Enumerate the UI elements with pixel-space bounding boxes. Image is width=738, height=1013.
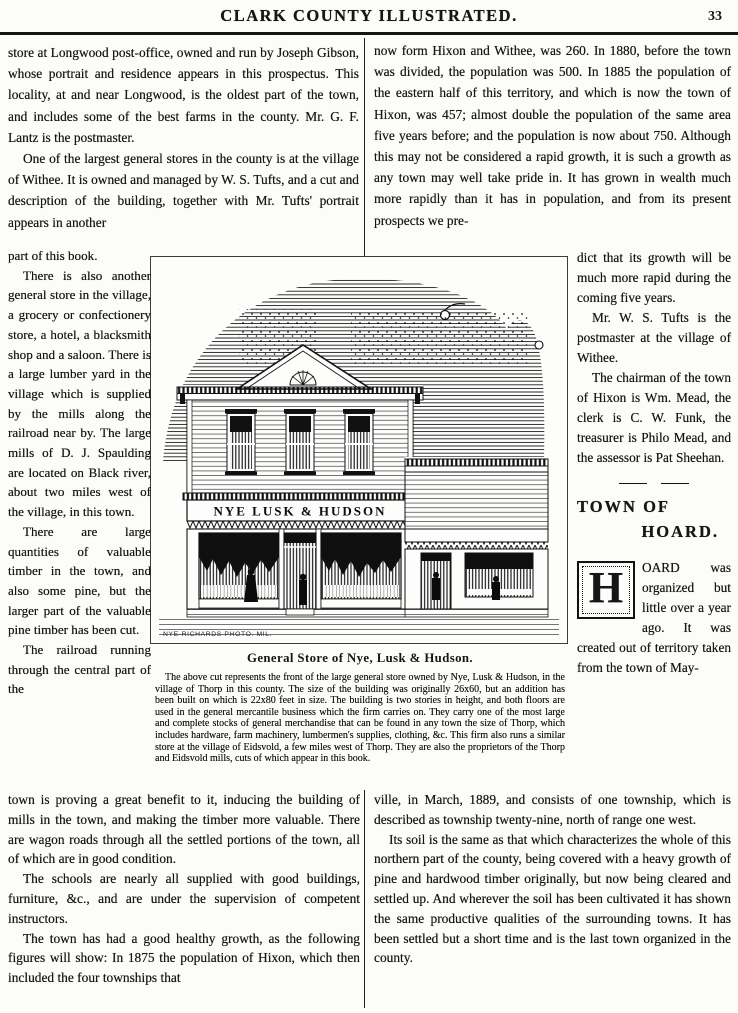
figure-caption: General Store of Nye, Lusk & Hudson. — [246, 651, 474, 665]
left-column-narrow-block — [8, 246, 151, 699]
engraving-sign-text: NYE LUSK & HUDSON — [213, 503, 387, 519]
section-divider-dashes — [619, 483, 689, 485]
upper-window — [225, 409, 257, 475]
paragraph: The chairman of the town of Hixon is Wm. Mead, the clerk is C. W. Funk, the treasurer is Philo Mead, and the assessor is Pat Sheehan. — [577, 370, 731, 465]
paragraph: store at Longwood post-office, owned and run by Joseph Gibson, whose portrait and residence appears in this prospectus. This locality, at and near Longwood, is the oldest part of the town, and includes some of the best farms in the county. Mr. G. F. Lantz is the postmaster. — [8, 45, 359, 145]
paragraph-text: OARD was organized but little over a year ago. It was created out of territory taken from the town of May- — [577, 560, 731, 675]
header-rule — [0, 32, 738, 35]
drop-cap-initial: H — [577, 561, 635, 619]
display-window-left — [199, 533, 279, 608]
storefront-engraving — [151, 257, 567, 643]
figure-description: The above cut represents the front of the large general store owned by Nye, Lusk & Hudson, in the village of Thorp in this county. The size of the building was originally 26x60, but an addition has been built on which is 22x80 feet in size. The building is two stories in height, and both floors are used in the general mercantile business which the firm carries on. They carry one of the most large and complete stocks of general merchandise that can be found in any town the size of Thorp, which includes hardware, farm machinery, lumbermen's supplies, clothing, &c. This firm also runs a similar store at the village of Eidsvold, a few miles west of Thorp. They are also the proprietors of the Thorp and Eidsvold mills, cuts of which appear in this book. — [155, 672, 565, 765]
left-column-top-block — [8, 42, 359, 233]
paragraph: The railroad running through the central part of the — [8, 642, 151, 697]
drop-cap-paragraph — [577, 558, 731, 678]
display-window-right — [321, 533, 401, 608]
paragraph: There is also another general store in the village, a grocery or confectionery store, a hotel, a blacksmith shop and a saloon. There is a large lumber yard in the village which is supplied by the mills along the railroad near by. The large mills of D. J. Spaulding are located on Black river, about two miles west of the village, in this town. — [8, 267, 151, 520]
right-column-bottom-block — [374, 790, 731, 968]
engraving-main-building — [177, 345, 423, 621]
section-heading-line1: TOWN OF — [577, 497, 670, 516]
paragraph: part of this book. — [8, 248, 98, 263]
paragraph: dict that its growth will be much more rapid during the coming five years. — [577, 250, 731, 305]
paragraph: The town has had a good healthy growth, as the following figures will show: In 1875 the population of Hixon, which then included the four townships that — [8, 930, 360, 986]
paragraph: now form Hixon and Withee, was 260. In 1880, before the town was divided, the population was 500. In 1885 the population of the eastern half of this territory, and which is now the town of Hixon, was 457; almost double the population of the same area five years before; and the population is now about 750. Although this may not be considered a rapid growth, it is such a growth as any town may well take pride in. It has grown in wealth much more rapidly than it has in population, and from its present prospects we pre- — [374, 43, 731, 228]
upper-window — [284, 409, 316, 475]
figure-frame — [150, 256, 568, 644]
upper-window — [343, 409, 375, 475]
right-column-narrow-block — [577, 248, 731, 678]
right-column-top-block — [374, 40, 731, 231]
paragraph: There are large quantities of valuable timber in the town, and also some pine, but the larger part of the valuable pine timber has been cut. — [8, 523, 151, 638]
paragraph: ville, in March, 1889, and consists of one township, which is described as township twenty-nine, north of range one west. — [374, 792, 731, 827]
paragraph: The schools are nearly all supplied with good buildings, furniture, &c., and are under the supervision of competent instructors. — [8, 871, 360, 926]
paragraph: One of the largest general stores in the county is at the village of Withee. It is owned and managed by W. S. Tufts, and a cut and description of the building, together with Mr. Tufts' portrait appears in another — [8, 151, 359, 230]
paragraph: Mr. W. S. Tufts is the postmaster at the village of Withee. — [577, 310, 731, 365]
engraving-step — [286, 609, 314, 615]
paragraph: Its soil is the same as that which characterizes the whole of this northern part of the county, being covered with a heavy growth of pine and hardwood timber originally, but now being cleared and settled up. And wherever the soil has been cultivated it has shown the same productive qualities of the surrounding towns. It has been settled but a short time and is the last town organized in the county. — [374, 831, 731, 966]
figure-block — [150, 256, 570, 790]
section-heading-line2: HOARD. — [641, 522, 719, 541]
page-number: 33 — [708, 9, 722, 24]
page-title: CLARK COUNTY ILLUSTRATED. — [220, 6, 518, 25]
paragraph: town is proving a great benefit to it, inducing the building of mills in the town, and making the timber more valuable. There are wagon roads through all the settled portions of the town, all of which are in good condition. — [8, 792, 360, 867]
engraving-annex — [405, 457, 548, 621]
section-heading — [577, 494, 731, 544]
left-column-bottom-block — [8, 790, 360, 988]
engraving-credit-text: NYE-RICHARDS PHOTO. MIL. — [163, 631, 273, 638]
